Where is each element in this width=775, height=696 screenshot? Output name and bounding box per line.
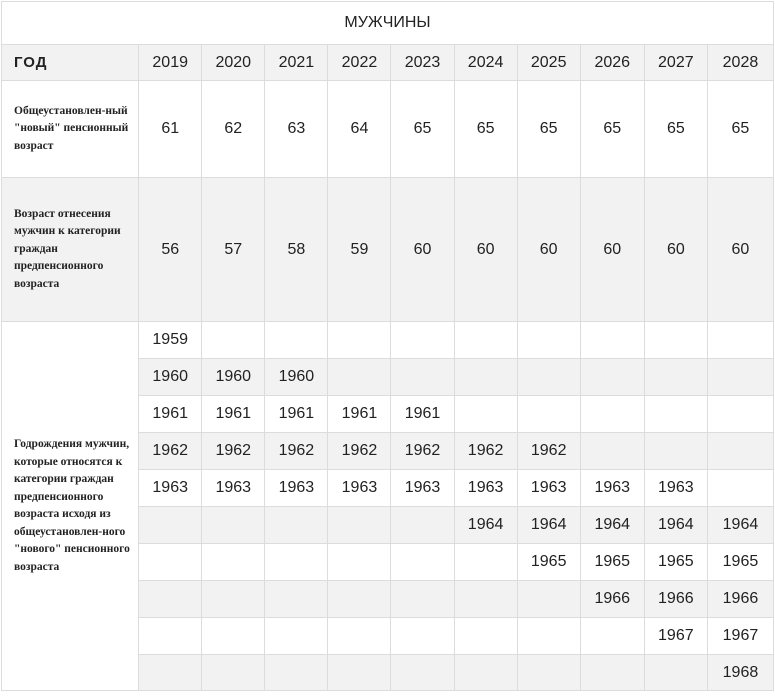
birth-year-cell: 1960 — [139, 359, 202, 396]
birth-year-cell — [202, 322, 265, 359]
retirement-age-cell: 61 — [139, 81, 202, 178]
birth-year-cell: 1966 — [580, 581, 644, 618]
birth-year-cell — [265, 544, 328, 581]
birth-year-cell — [202, 618, 265, 655]
birth-year-cell: 1960 — [265, 359, 328, 396]
retirement-age-label: Общеустановлен-ный "новый" пенсионный возраст — [2, 81, 139, 178]
birth-year-cell — [139, 507, 202, 544]
birth-year-cell: 1959 — [139, 322, 202, 359]
birth-year-cell: 1962 — [391, 433, 454, 470]
birth-year-cell: 1961 — [328, 396, 391, 433]
birth-year-cell — [580, 322, 644, 359]
birth-year-cell — [517, 322, 580, 359]
birth-year-cell — [580, 655, 644, 691]
retirement-age-cell: 62 — [202, 81, 265, 178]
birth-year-cell — [580, 433, 644, 470]
birth-year-cell — [391, 507, 454, 544]
birth-year-cell — [328, 544, 391, 581]
birth-year-cell — [265, 618, 328, 655]
birth-year-cell — [139, 618, 202, 655]
birth-year-cell — [265, 322, 328, 359]
year-header-cell: 2021 — [265, 45, 328, 81]
birth-year-cell — [454, 322, 517, 359]
birth-year-cell — [391, 322, 454, 359]
birth-year-cell: 1961 — [202, 396, 265, 433]
birth-years-label: Годрождения мужчин, которые относятся к категории граждан предпенсионного возраста исходя из общеустановлен-ного "нового" пенсионного возраста — [2, 322, 139, 691]
birth-year-cell: 1965 — [644, 544, 707, 581]
birth-year-cell: 1965 — [517, 544, 580, 581]
birth-year-cell: 1961 — [139, 396, 202, 433]
pre-pension-age-cell: 60 — [454, 178, 517, 322]
birth-year-cell: 1966 — [644, 581, 707, 618]
birth-year-cell — [580, 396, 644, 433]
birth-year-cell: 1961 — [265, 396, 328, 433]
year-header-cell: 2025 — [517, 45, 580, 81]
birth-year-cell — [644, 359, 707, 396]
retirement-age-row — [2, 81, 774, 178]
birth-year-cell — [139, 581, 202, 618]
birth-year-cell: 1967 — [707, 618, 773, 655]
birth-year-cell: 1964 — [580, 507, 644, 544]
birth-year-cell — [644, 396, 707, 433]
pre-pension-age-row — [2, 178, 774, 322]
pre-pension-age-cell: 60 — [644, 178, 707, 322]
year-header-cell: 2026 — [580, 45, 644, 81]
birth-year-cell — [391, 359, 454, 396]
year-header-cell: 2022 — [328, 45, 391, 81]
birth-year-cell — [265, 581, 328, 618]
birth-year-row — [2, 322, 774, 359]
birth-year-cell — [454, 655, 517, 691]
birth-year-cell — [707, 396, 773, 433]
birth-year-cell: 1962 — [517, 433, 580, 470]
birth-year-cell — [644, 655, 707, 691]
birth-year-cell: 1963 — [202, 470, 265, 507]
retirement-age-cell: 65 — [707, 81, 773, 178]
birth-year-cell — [644, 322, 707, 359]
retirement-age-cell: 65 — [391, 81, 454, 178]
birth-year-cell — [328, 581, 391, 618]
year-header-label: ГОД — [2, 45, 139, 81]
birth-year-cell: 1963 — [580, 470, 644, 507]
retirement-age-cell: 65 — [454, 81, 517, 178]
birth-year-cell — [265, 655, 328, 691]
birth-year-cell — [707, 322, 773, 359]
birth-year-cell — [391, 618, 454, 655]
birth-year-cell — [328, 655, 391, 691]
pre-pension-age-cell: 60 — [707, 178, 773, 322]
birth-year-cell: 1968 — [707, 655, 773, 691]
year-header-cell: 2023 — [391, 45, 454, 81]
birth-year-cell — [644, 433, 707, 470]
birth-year-cell — [454, 544, 517, 581]
birth-year-cell — [580, 618, 644, 655]
birth-year-cell — [454, 359, 517, 396]
pre-pension-age-cell: 57 — [202, 178, 265, 322]
birth-year-cell — [328, 322, 391, 359]
birth-year-cell: 1962 — [202, 433, 265, 470]
year-header-cell: 2019 — [139, 45, 202, 81]
pension-age-table — [1, 1, 774, 691]
year-header-cell: 2020 — [202, 45, 265, 81]
birth-year-cell — [454, 618, 517, 655]
birth-year-cell — [202, 581, 265, 618]
birth-year-cell — [328, 618, 391, 655]
title-row — [2, 2, 774, 45]
retirement-age-cell: 63 — [265, 81, 328, 178]
birth-year-cell: 1964 — [517, 507, 580, 544]
birth-year-cell: 1965 — [580, 544, 644, 581]
birth-year-cell — [707, 433, 773, 470]
birth-year-cell: 1962 — [328, 433, 391, 470]
pre-pension-age-cell: 58 — [265, 178, 328, 322]
pre-pension-age-cell: 56 — [139, 178, 202, 322]
birth-year-cell — [328, 359, 391, 396]
table-title: МУЖЧИНЫ — [2, 2, 774, 45]
birth-year-cell — [580, 359, 644, 396]
birth-year-cell — [707, 359, 773, 396]
birth-year-cell — [517, 581, 580, 618]
birth-year-cell: 1963 — [517, 470, 580, 507]
year-header-cell: 2028 — [707, 45, 773, 81]
birth-year-cell: 1966 — [707, 581, 773, 618]
birth-year-cell — [328, 507, 391, 544]
birth-year-cell: 1964 — [644, 507, 707, 544]
birth-year-cell — [202, 655, 265, 691]
birth-year-cell: 1963 — [454, 470, 517, 507]
birth-year-cell: 1962 — [139, 433, 202, 470]
birth-year-cell — [139, 544, 202, 581]
retirement-age-cell: 65 — [517, 81, 580, 178]
birth-year-cell — [202, 544, 265, 581]
retirement-age-cell: 65 — [580, 81, 644, 178]
birth-year-cell — [707, 470, 773, 507]
birth-year-cell: 1961 — [391, 396, 454, 433]
retirement-age-cell: 64 — [328, 81, 391, 178]
birth-year-cell: 1964 — [454, 507, 517, 544]
year-header-cell: 2024 — [454, 45, 517, 81]
birth-year-cell — [517, 618, 580, 655]
pre-pension-age-label: Возраст отнесения мужчин к категории граждан предпенсионного возраста — [2, 178, 139, 322]
birth-year-cell — [517, 655, 580, 691]
birth-year-cell: 1963 — [139, 470, 202, 507]
birth-year-cell: 1964 — [707, 507, 773, 544]
pre-pension-age-cell: 60 — [517, 178, 580, 322]
birth-year-cell — [202, 507, 265, 544]
birth-year-cell: 1963 — [644, 470, 707, 507]
birth-year-cell: 1967 — [644, 618, 707, 655]
birth-year-cell: 1963 — [265, 470, 328, 507]
birth-year-cell: 1963 — [328, 470, 391, 507]
year-header-row — [2, 45, 774, 81]
birth-year-cell — [517, 359, 580, 396]
birth-year-cell: 1965 — [707, 544, 773, 581]
birth-year-cell — [139, 655, 202, 691]
birth-year-cell: 1960 — [202, 359, 265, 396]
birth-year-cell — [391, 544, 454, 581]
retirement-age-cell: 65 — [644, 81, 707, 178]
birth-year-cell — [517, 396, 580, 433]
birth-year-cell: 1963 — [391, 470, 454, 507]
birth-year-cell: 1962 — [454, 433, 517, 470]
birth-year-cell — [454, 581, 517, 618]
birth-year-cell — [454, 396, 517, 433]
pre-pension-age-cell: 60 — [580, 178, 644, 322]
birth-year-cell — [265, 507, 328, 544]
birth-year-cell: 1962 — [265, 433, 328, 470]
year-header-cell: 2027 — [644, 45, 707, 81]
pre-pension-age-cell: 59 — [328, 178, 391, 322]
birth-year-cell — [391, 581, 454, 618]
birth-year-cell — [391, 655, 454, 691]
pre-pension-age-cell: 60 — [391, 178, 454, 322]
